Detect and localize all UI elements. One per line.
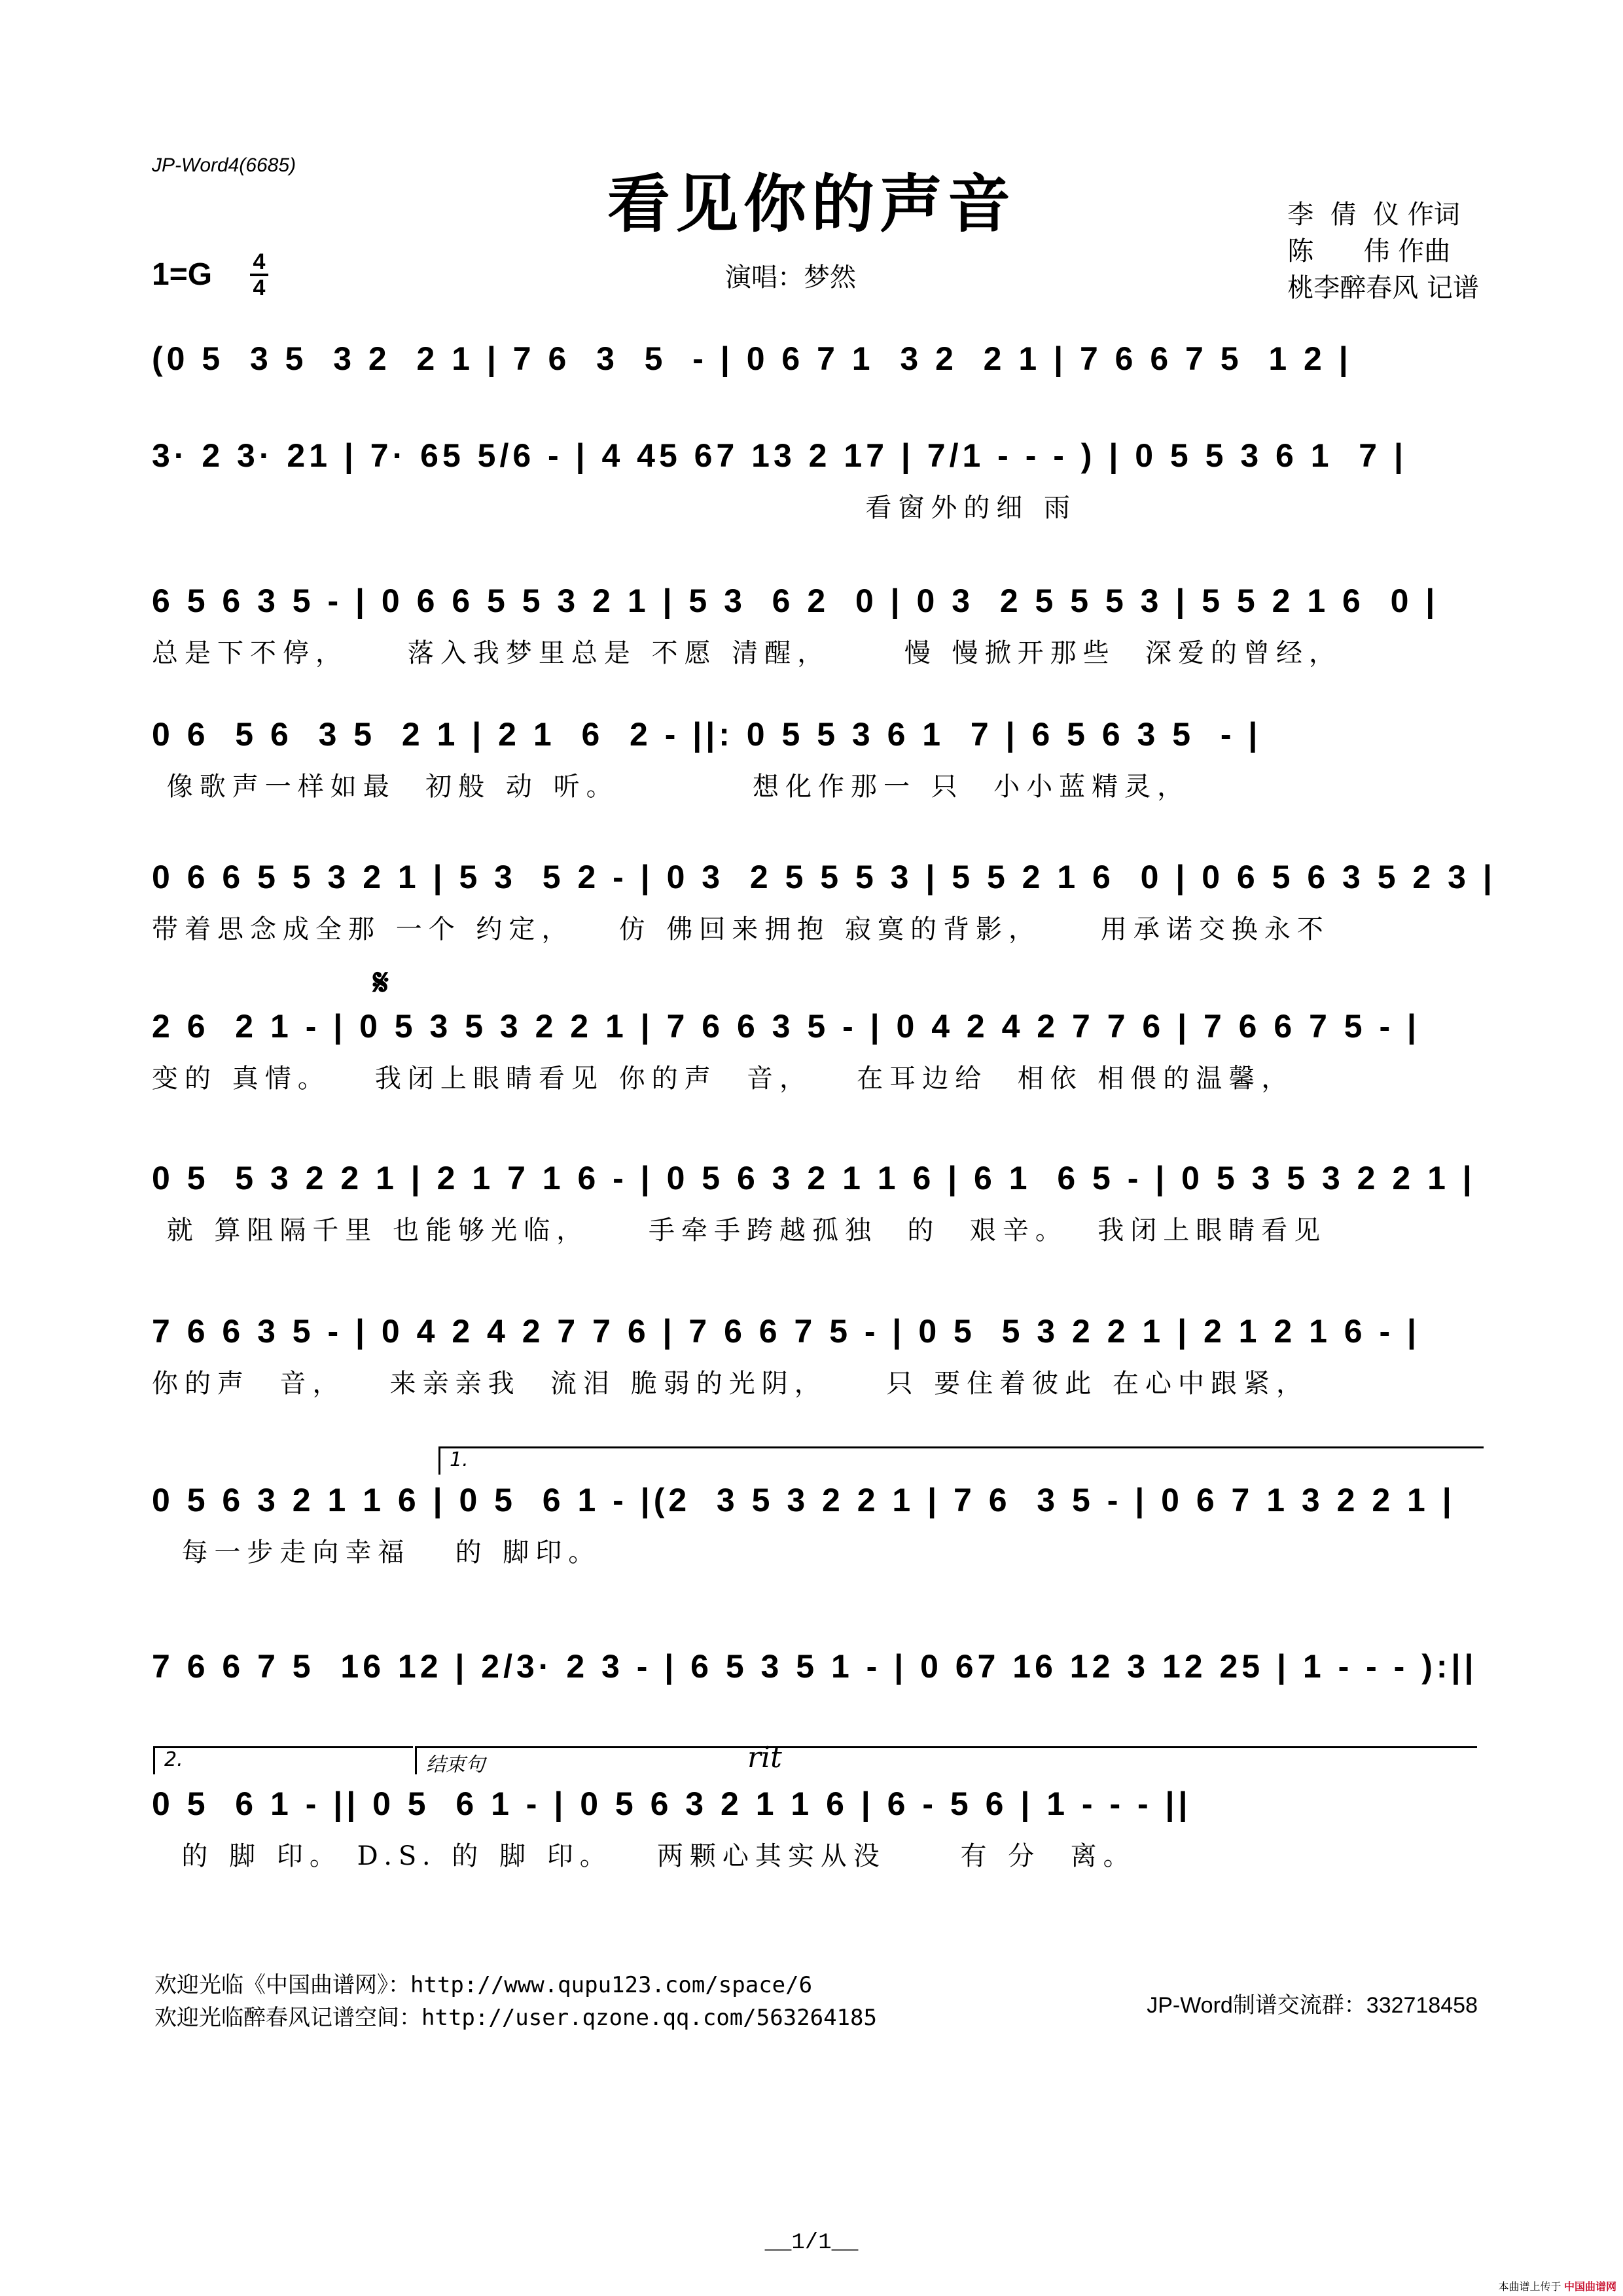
lyric-line: 你的声 音， 来亲亲我 流泪 脆弱的光阴， 只 要住着彼此 在心中跟紧， — [152, 1369, 1310, 1399]
site-link-line: 欢迎光临《中国曲谱网》：http://www.qupu123.com/space/6 — [154, 1972, 813, 1998]
lyricist-credit: 李 倩 仪 作词 — [1287, 200, 1460, 230]
volta-bracket-2: 2. — [153, 1746, 413, 1774]
meter-top: 4 — [253, 249, 266, 274]
lyric-line: 看窗外的细 雨 — [152, 493, 1077, 523]
stamp-text: 本曲谱上传于 — [1498, 2282, 1561, 2293]
notation-line: 3· 2 3· 21 | 7· 65 5/6 - | 4 45 67 13 2 17 | 7/1 - - - ) | 0 5 5 3 6 1 7 | — [152, 437, 1407, 474]
meter-bottom: 4 — [253, 276, 266, 300]
notation-line: 0 6 5 6 3 5 2 1 | 2 1 6 2 - ||: 0 5 5 3 6 1 7 | 6 5 6 3 5 - | — [152, 716, 1262, 753]
lyric-line: 变的 真情。 我闭上眼睛看见 你的声 音， 在耳边给 相依 相偎的温馨， — [152, 1064, 1294, 1094]
chat-group-info: JP-Word制谱交流群：332718458 — [1147, 1993, 1478, 2018]
time-signature — [250, 251, 268, 298]
score-system-7 — [152, 1157, 1478, 1249]
notation-line: 6 5 6 3 5 - | 0 6 6 5 5 3 2 1 | 5 3 6 2 0 | 0 3 2 5 5 5 3 | 5 5 2 1 6 0 | — [152, 583, 1439, 619]
score-system-3 — [152, 580, 1478, 672]
notation-line: 0 5 6 1 - || 0 5 6 1 - | 0 5 6 3 2 1 1 6 | 6 - 5 6 | 1 - - - || — [152, 1785, 1192, 1822]
lyric-line — [152, 393, 1478, 429]
score-system-4 — [152, 713, 1478, 805]
lyric-line: 带着思念成全那 一个 约定， 仿 佛回来拥抱 寂寞的背影， 用承诺交换永不 — [152, 914, 1330, 944]
coda-bracket: 结束句 — [415, 1746, 1477, 1774]
score-system-6 — [152, 1005, 1478, 1097]
score-system-9 — [152, 1479, 1478, 1571]
footer-links — [154, 1969, 877, 2034]
song-title: 看见你的声音 — [607, 167, 1016, 241]
notation-line: 7 6 6 7 5 16 12 | 2/3· 2 3 - | 6 5 3 5 1 - | 0 67 16 12 3 12 25 | 1 - - - ):|| — [152, 1648, 1478, 1685]
credits — [1287, 196, 1479, 306]
segno-sign: 𝄋 — [373, 961, 389, 1004]
transcriber-credit: 桃李醉春风 记谱 — [1287, 273, 1479, 303]
lyric-line: 像歌声一样如最 初般 动 听。 想化作那一 只 小小蓝精灵， — [152, 772, 1190, 802]
stamp-site: 中国曲谱网 — [1563, 2282, 1616, 2293]
notation-line: 2 6 2 1 - | 0 5 3 5 3 2 2 1 | 7 6 6 3 5 - | 0 4 2 4 2 7 7 6 | 7 6 6 7 5 - | — [152, 1008, 1421, 1045]
score-system-11 — [152, 1783, 1478, 1874]
notation-line: 7 6 6 3 5 - | 0 4 2 4 2 7 7 6 | 7 6 6 7 5 - | 0 5 5 3 2 2 1 | 2 1 2 1 6 - | — [152, 1313, 1421, 1350]
lyric-line — [152, 1700, 1478, 1737]
lyric-line: 的 脚 印。 D.S. 的 脚 印。 两颗心其实从没 有 分 离。 — [152, 1841, 1136, 1871]
software-tag: JP-Word4(6685) — [152, 154, 296, 176]
notation-line: 0 5 6 3 2 1 1 6 | 0 5 6 1 - |(2 3 5 3 2 2 1 | 7 6 3 5 - | 0 6 7 1 3 2 2 1 | — [152, 1482, 1455, 1518]
score-system-10 — [152, 1645, 1478, 1737]
qzone-link-line: 欢迎光临醉春风记谱空间：http://user.qzone.qq.com/563264185 — [154, 2005, 877, 2031]
score-system-1 — [152, 338, 1478, 429]
notation-line: 0 5 5 3 2 2 1 | 2 1 7 1 6 - | 0 5 6 3 2 1 1 6 | 6 1 6 5 - | 0 5 3 5 3 2 2 1 | — [152, 1160, 1476, 1196]
score-system-8 — [152, 1310, 1478, 1402]
notation-line: 0 6 6 5 5 3 2 1 | 5 3 5 2 - | 0 3 2 5 5 5 3 | 5 5 2 1 6 0 | 0 6 5 6 3 5 2 3 | — [152, 859, 1496, 895]
lyric-line: 就 算阻隔千里 也能够光临， 手牵手跨越孤独 的 艰辛。 我闭上眼睛看见 — [152, 1215, 1327, 1246]
lyric-line: 每一步走向幸福 的 脚印。 — [152, 1537, 601, 1568]
notation-line: (0 5 3 5 3 2 2 1 | 7 6 3 5 - | 0 6 7 1 3 2 2 1 | 7 6 6 7 5 1 2 | — [152, 340, 1352, 377]
volta-bracket-1: 1. — [438, 1446, 1484, 1475]
page-number: __1/1__ — [764, 2231, 859, 2255]
upload-stamp — [1499, 2278, 1616, 2293]
singer: 演唱：梦然 — [725, 262, 856, 293]
composer-credit: 陈 伟 作曲 — [1287, 236, 1451, 266]
key-signature: 1=G — [152, 257, 213, 292]
score-system-5 — [152, 856, 1496, 948]
lyric-line: 总是下不停， 落入我梦里总是 不愿 清醒， 慢 慢掀开那些 深爱的曾经， — [152, 638, 1342, 668]
ritardando-marking: rit — [747, 1741, 782, 1774]
score-system-2 — [152, 435, 1478, 526]
